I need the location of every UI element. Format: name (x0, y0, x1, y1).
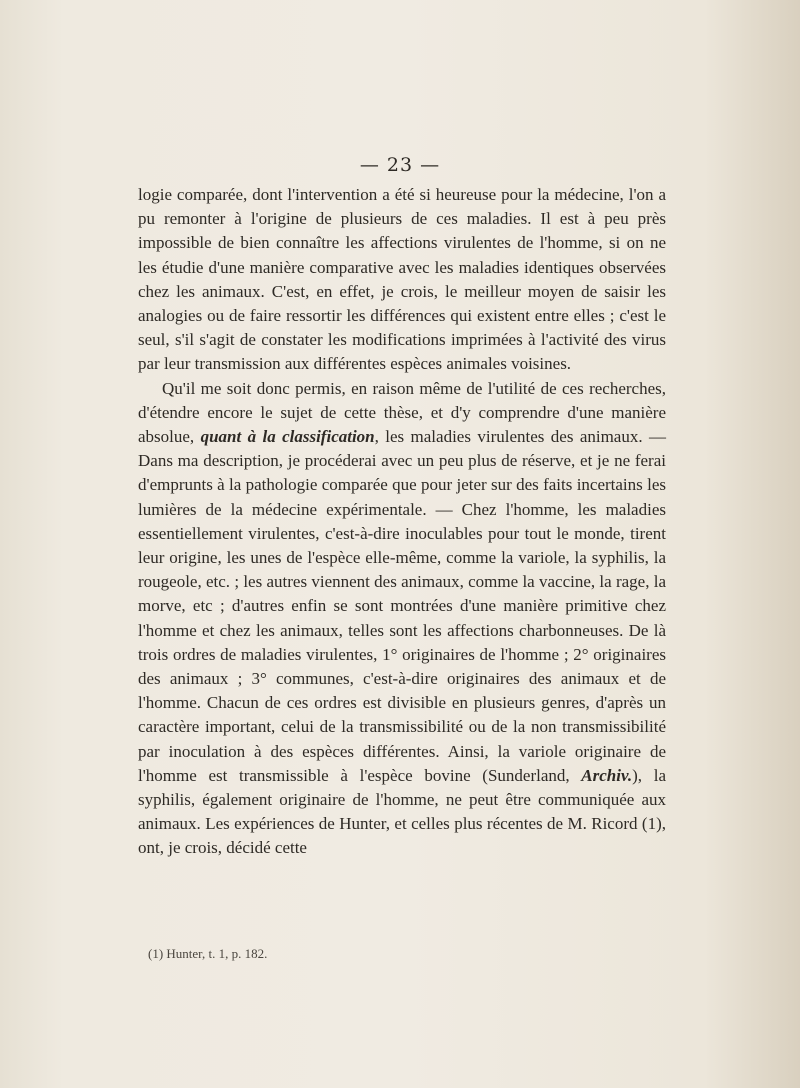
paragraph-1-text: logie comparée, dont l'intervention a été si heureuse pour la médecine, l'on a pu remonter à l'origine de plusieurs de ces maladies. Il est à peu près impossible de bien connaître les affections virulentes de l'homme, si on ne les étudie d'une manière comparative avec les maladies identiques observées chez les animaux. C'est, en effet, je crois, le meilleur moyen de saisir les analogies ou de faire ressortir les différences qui existent entre elles ; c'est le seul, s'il s'agit de constater les modifications imprimées à l'activité des virus par leur transmission aux différentes espèces animales voisines. (138, 185, 666, 374)
page-number: — 23 — (359, 154, 441, 176)
paragraph-2-text-c: ), la syphilis, également originaire de l'homme, ne peut être communiquée aux animaux. Les expériences de Hunter, et celles plus récentes de M. Ricord (1), ont, je crois, décidé cette (138, 765, 666, 858)
paragraph-2-text-b: , les maladies virulentes des animaux. — Dans ma description, je procéderai avec un peu plus de réserve, et je ne ferai d'emprunts à la pathologie comparée que pour jeter sur des faits incertains les lumières de la médecine expérimentale. — Chez l'homme, les maladies essentiellement virulentes, c'est-à-dire inoculables pour tout le monde, tirent leur origine, les unes de l'espèce elle-même, comme la variole, la syphilis, la rougeole, etc. ; les autres viennent des animaux, comme la vaccine, la rage, la morve, etc ; d'autres enfin se sont montrées d'une manière primitive chez l'homme et chez les animaux, telles sont les affections charbonneuses. De là trois ordres de maladies virulentes, 1° originaires de l'homme ; 2° originaires des animaux ; 3° communes, c'est-à-dire originaires des animaux et de l'homme. Chacun de ces ordres est divisible en plusieurs genres, d'après un caractère important, celui de la transmissibilité ou de la non transmissibilité par inoculation à des espèces différentes. Ainsi, la variole originaire de l'homme est transmissible à l'espèce bovine (Sunderland, (138, 427, 666, 785)
paragraph-1 (138, 183, 666, 377)
paragraph-2-text-a: Qu'il me soit donc permis, en raison même de l'utilité de ces recherches, d'étendre encore le sujet de cette thèse, et d'y comprendre d'une manière absolue, (138, 378, 666, 447)
footnote: (1) Hunter, t. 1, p. 182. (148, 946, 268, 961)
body-text (138, 183, 666, 861)
emphasis-classification: quant à la classification (200, 427, 375, 447)
paragraph-2 (138, 377, 666, 861)
emphasis-archiv: Archiv. (581, 765, 633, 785)
